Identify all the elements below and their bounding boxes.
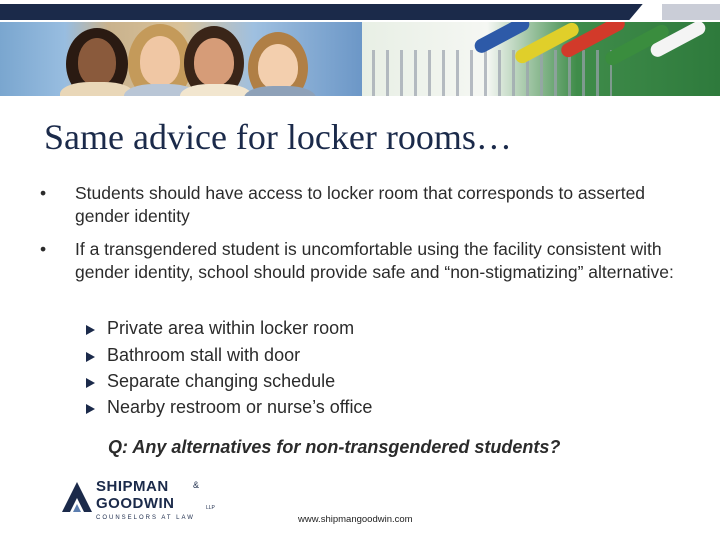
bullet-dot: • xyxy=(40,239,47,259)
triangle-bullet-icon xyxy=(86,352,95,362)
footer-url[interactable]: www.shipmangoodwin.com xyxy=(298,514,413,525)
sub-bullet-item xyxy=(86,345,586,371)
triangle-bullet-icon xyxy=(86,325,95,335)
sub-bullet-text: Bathroom stall with door xyxy=(107,345,301,365)
logo-llp: LLP xyxy=(206,505,215,511)
logo-tagline: COUNSELORS AT LAW xyxy=(96,515,195,521)
header-photo-students xyxy=(0,22,362,96)
logo-line1: SHIPMAN xyxy=(96,478,169,495)
sub-bullet-text: Private area within locker room xyxy=(107,318,355,338)
bullet-dot: • xyxy=(40,183,47,203)
bullet-text: Students should have access to locker room that corresponds to asserted gender identity xyxy=(75,183,646,226)
logo-mark-icon xyxy=(60,478,94,514)
sub-bullet-item xyxy=(86,371,586,397)
notebook-spiral xyxy=(372,50,612,96)
triangle-bullet-icon xyxy=(86,404,95,414)
discussion-question: Q: Any alternatives for non-transgendered students? xyxy=(108,437,561,457)
header-photo-supplies xyxy=(362,22,720,96)
logo-ampersand: & xyxy=(193,480,200,490)
triangle-bullet-icon xyxy=(86,378,95,388)
slide-title: Same advice for locker rooms… xyxy=(44,117,512,157)
sub-bullet-text: Nearby restroom or nurse’s office xyxy=(107,397,373,417)
banner-navy-stripe xyxy=(0,4,648,20)
sub-bullet-item xyxy=(86,318,586,344)
logo-line2: GOODWIN xyxy=(96,495,175,512)
banner-accent xyxy=(662,4,720,20)
bullet-text: If a transgendered student is uncomfortable using the facility consistent with gender identity, school should provide safe and “non-stigmatizing” alternative: xyxy=(75,239,674,282)
firm-logo xyxy=(60,476,230,526)
top-banner xyxy=(0,0,720,22)
sub-bullet-text: Separate changing schedule xyxy=(107,371,336,391)
sub-bullet-item xyxy=(86,397,586,423)
